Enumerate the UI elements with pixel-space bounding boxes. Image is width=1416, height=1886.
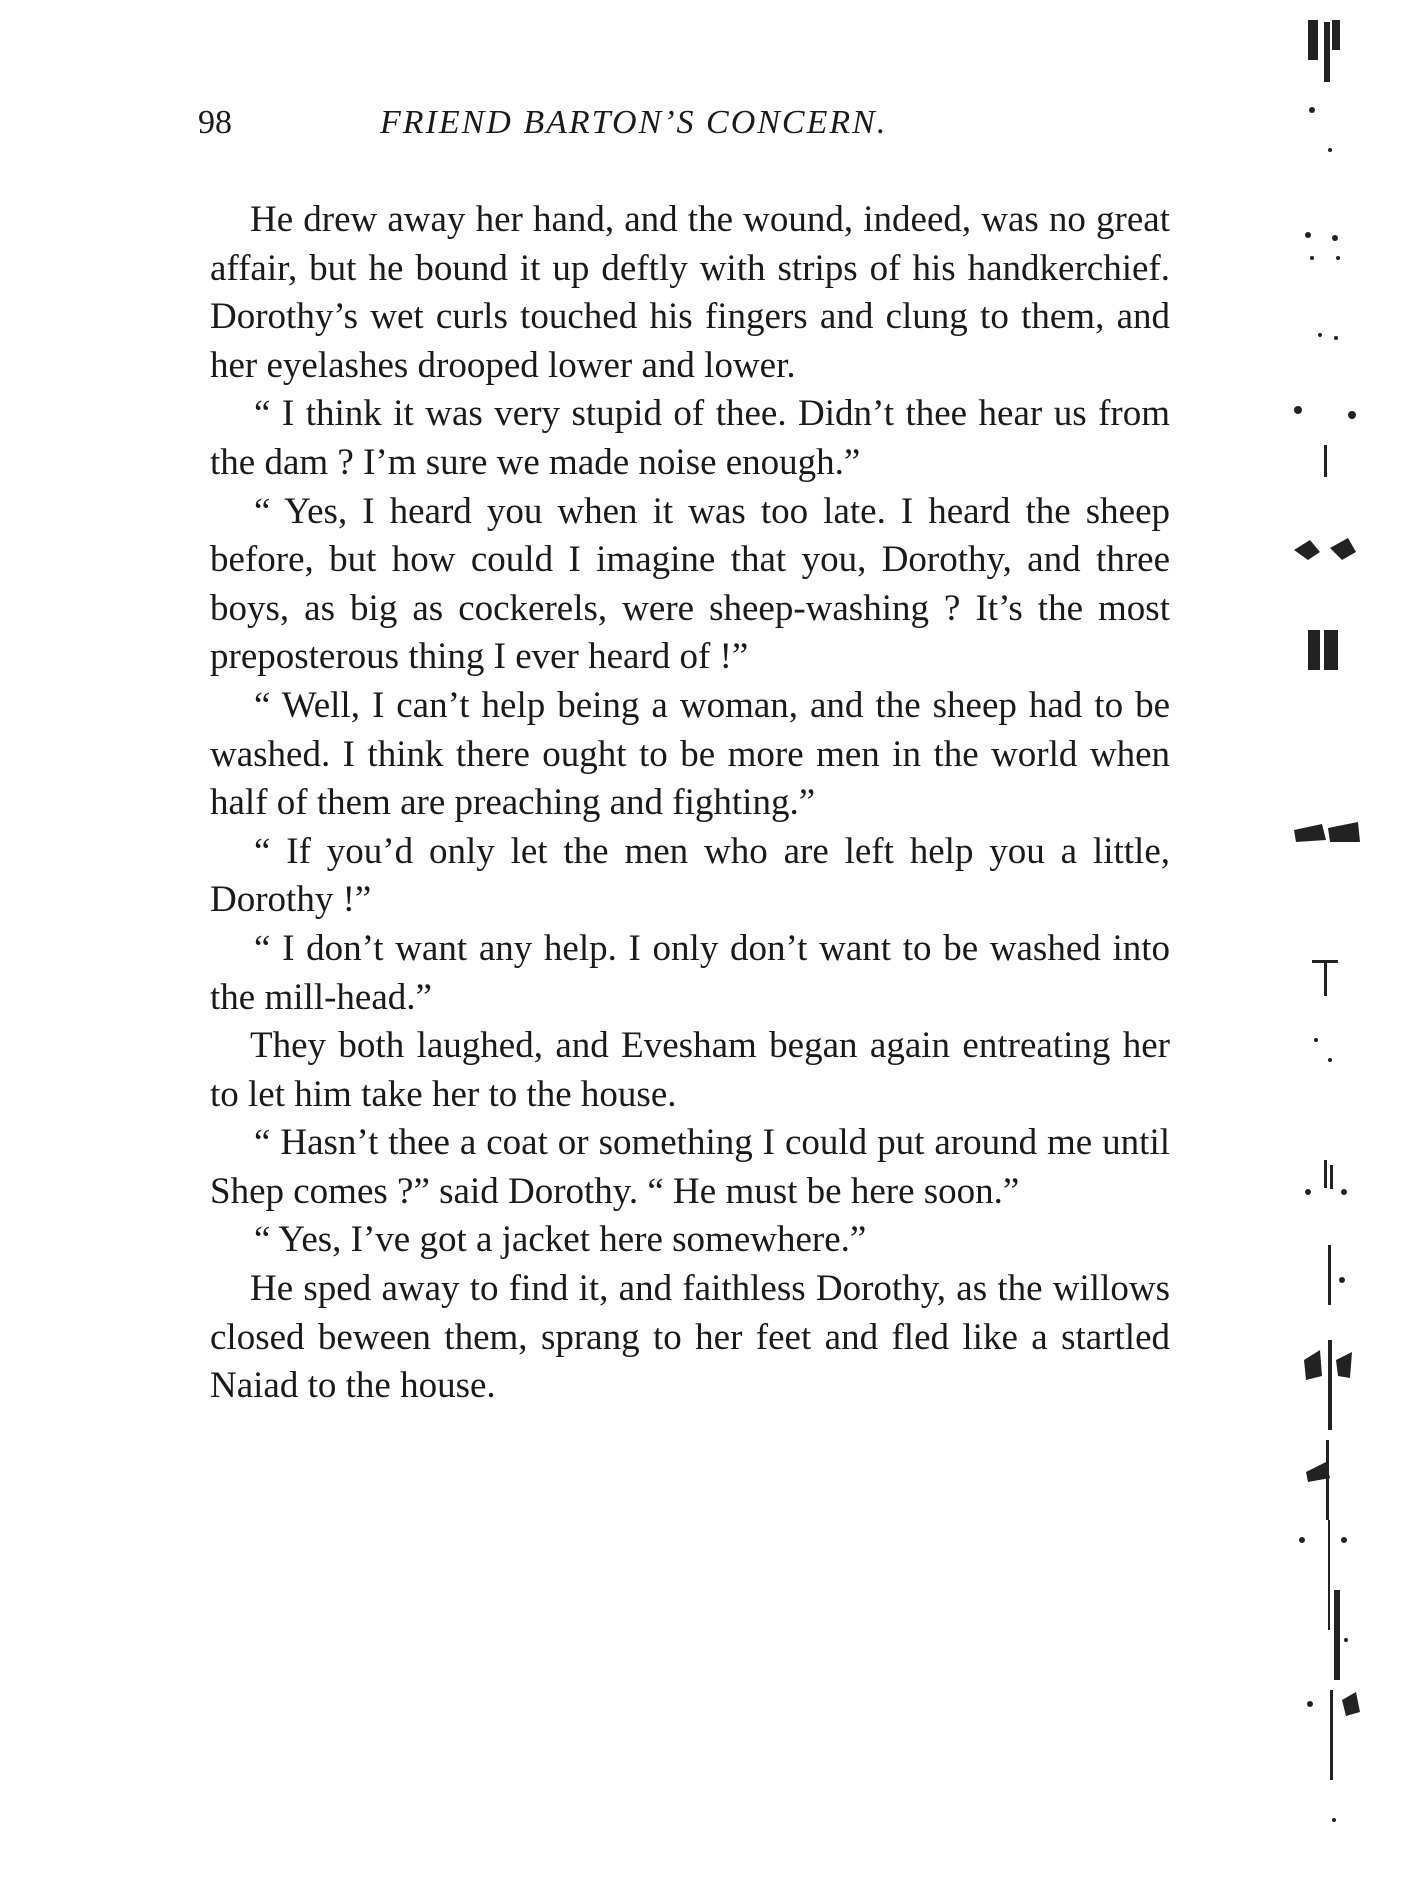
page-header	[198, 104, 1158, 144]
ink-mark	[1324, 1160, 1327, 1188]
ink-mark	[1328, 822, 1360, 842]
ink-mark	[1344, 1638, 1348, 1642]
paragraph: “ Hasn’t thee a coat or something I could put around me until Shep comes ?” said Dorothy. “ He must be here soon.”	[210, 1122, 1170, 1212]
ink-mark	[1294, 824, 1326, 842]
paragraph: They both laughed, and Evesham began again entreating her to let him take her to the house.	[210, 1025, 1170, 1115]
paragraph: He drew away her hand, and the wound, indeed, was no great affair, but he bound it up deftly with strips of his handkerchief. Dorothy’s wet curls touched his fingers and clung to them, and her eyelashes drooped lower and lower.	[210, 199, 1170, 386]
paragraph: “ I think it was very stupid of thee. Didn’t thee hear us from the dam ? I’m sure we made noise enough.”	[210, 393, 1170, 483]
ink-mark	[1324, 445, 1327, 477]
ink-mark	[1342, 1692, 1360, 1716]
ink-mark	[1312, 960, 1338, 963]
paragraph: “ Yes, I heard you when it was too late. I heard the sheep before, but how could I imagine that you, Dorothy, and three boys, as big as cockerels, were sheep-washing ? It’s the most preposterous thing I ever heard of !”	[210, 490, 1170, 678]
ink-mark	[1328, 1520, 1330, 1630]
ink-mark	[1332, 20, 1340, 50]
paragraph: “ If you’d only let the men who are left help you a little, Dorothy !”	[210, 830, 1170, 921]
ink-mark	[1324, 630, 1338, 670]
ink-mark	[1304, 1350, 1322, 1380]
ink-mark	[1305, 232, 1311, 238]
page-number: 98	[198, 104, 232, 141]
ink-mark	[1328, 1058, 1332, 1062]
ink-mark	[1294, 540, 1320, 560]
paragraph: “ Well, I can’t help being a woman, and the sheep had to be washed. I think there ought to be more men in the world when half of them are preaching and fighting.”	[210, 684, 1170, 824]
ink-mark	[1307, 1701, 1313, 1707]
binding-ink-marks	[1290, 0, 1390, 1886]
ink-mark	[1332, 235, 1338, 241]
ink-mark	[1326, 1440, 1329, 1520]
ink-mark	[1334, 1590, 1340, 1680]
ink-mark	[1318, 333, 1322, 337]
paragraph: “ I don’t want any help. I only don’t want to be washed into the mill-head.”	[210, 927, 1170, 1018]
ink-mark	[1328, 148, 1332, 152]
ink-mark	[1324, 22, 1330, 82]
ink-mark	[1330, 1165, 1333, 1189]
binding-ink-marks-graphic	[1290, 0, 1390, 1886]
ink-mark	[1309, 107, 1315, 113]
running-title: FRIEND BARTON’S CONCERN.	[380, 104, 888, 141]
ink-mark	[1299, 1537, 1305, 1543]
ink-mark	[1330, 1690, 1333, 1780]
ink-mark	[1348, 411, 1356, 419]
body-text	[210, 196, 1170, 1411]
ink-mark	[1341, 1189, 1347, 1195]
ink-mark	[1330, 538, 1356, 560]
ink-mark	[1308, 630, 1320, 670]
ink-mark	[1308, 20, 1318, 60]
ink-mark	[1314, 1038, 1318, 1042]
ink-mark	[1334, 336, 1338, 340]
paragraph: “ Yes, I’ve got a jacket here somewhere.”	[254, 1219, 867, 1261]
ink-mark	[1336, 256, 1340, 260]
ink-mark	[1305, 1189, 1311, 1195]
ink-mark	[1328, 1340, 1332, 1430]
paragraph: He sped away to find it, and faithless Dorothy, as the willows closed beween them, sprang to her feet and fled like a startled Naiad to the house.	[210, 1268, 1170, 1407]
ink-mark	[1332, 1818, 1336, 1822]
ink-mark	[1294, 406, 1302, 414]
ink-mark	[1339, 1277, 1345, 1283]
ink-mark	[1310, 256, 1314, 260]
ink-mark	[1328, 1245, 1331, 1305]
ink-mark	[1324, 962, 1327, 996]
ink-mark	[1336, 1352, 1352, 1378]
ink-mark	[1341, 1537, 1347, 1543]
